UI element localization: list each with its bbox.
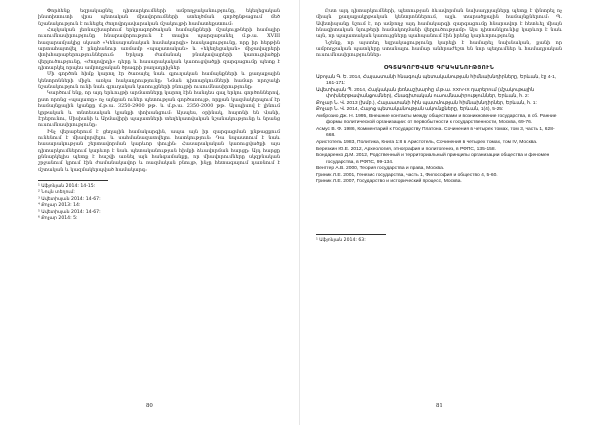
paragraph: Ինչ վերաբերում է ցեղային համակարգին, ապա այն իր զարգացման ընթացքում ունենում է միավորվելու և սահմանազատվելու հատկություն։ Դա նպաստում է նաև հասարակության շերտավորման կարևոր փուլին։ Հասարակական կառուցվածքի այս դիտարկումներում կարևոր է նաև պետականության հիմքի ձևավորման հարցը։ Այդ հարցը քննարկելիս պետք է հաշվի առնել այն հանգամանքը, որ միավորումները սկզբնական շրջանում կրում էին ժամանակավոր և ռազմական բնույթ, ինչը հետագայում դառնում է մշտական և կազմակերպված համակարգ։	[38, 128, 280, 173]
reference-item: Քոչար Ն. Վ. 2013 (խմբ.), Հայաստանի հին պատմության հիմնախնդիրներ, Երևան, հ. 1:	[316, 100, 537, 106]
paragraph: Ըստ այդ դիտարկումների, պետության ձևավորման նախադրյալները պետք է փնտրել ոչ միայն քաղաքակրթական կենտրոններում, այլև տարածքային համայնքներում։ Պ. Ավետիսյանը նշում է, որ ամբողջ այդ համակարգի զարգացումը հնարավոր է հետևել միայն հնագիտական նյութերի համակողմանի վերլուծությամբ։ Այս դիտանկյունից կարևոր է նաև այն, որ պալատական կառույցները պահպանում էին իրենց կարևորությունը	[316, 8, 562, 40]
footnote-divider	[316, 234, 386, 235]
paragraph: Հայկական լեռնաշխարհում երկրագործական համայնքների մշակույթների համալիր ուսումնասիրությունը հնարավորություն է տալիս պարզաբանել մ.թ.ա. XVIII հազարամյակից սկսած «Կենսաբանական համակարգի» հասկացությունը, որը իր հերթին արտահայտվել է ընդհանուր առմամբ «պալատական» և «եկեղեցական» միջավայրերի փոխհարաբերություններում։ Երկար ժամանակ բնակավայրերի կառուցվածքի վերլուծությունը, «ժողովրդի» դերը և հասարակական կառուցվածքի զարգացումը պետք է դիտարկել որպես ամբողջական ծրագրի բաղադրիչներ	[38, 27, 280, 72]
right-body-text	[316, 8, 562, 59]
paragraph: Կարծում ենք, որ այդ երևույթի արմատները կարող էին հանդես գալ երկու գործոններով, ըստ որոնց «պալատը» ոչ այնքան ուներ պետության գործառույթ, որքան կազմակերպում էր համայնքային կյանքը մ.թ.ա. 3250-2900 թթ. և մ.թ.ա. 2350-2000 թթ. Այսպիսով է լինում կրթական և տնտեսական կյանքի փոխանցում։ Այսպես, օրինակ, հայտնի են Վանի, Էրեբունու, Սիսիանի և Արմավիրի պալատների տեղեկատվական նշանակությունը և նրանց ուսումնասիրությունը։	[38, 90, 280, 129]
footnote: ⁵ Ավետիսյան 2014: 14-67:	[38, 209, 101, 215]
reference-item: Гриник Л.Е. 2007, Государство и исторический процесс, Москва.	[316, 179, 462, 185]
footnote: ⁶ Քոչար 2014: 5:	[38, 215, 78, 221]
footnote: ⁴ Քոչար 2013: 14:	[38, 203, 81, 209]
reference-list	[316, 75, 562, 186]
reference-item: Бондаренко Д.М. 2012, Родственный и территориальный принципы организации общества и феномен государства, в РФПС, 99-134.	[316, 153, 550, 165]
reference-item: Вентгер А.В. 2000, Теория государства и права, Москва.	[316, 166, 445, 172]
left-body-text	[38, 8, 280, 173]
page-number: 80	[146, 403, 153, 409]
footnote: ¹ Աֆյոնյան 2014: 14-15:	[38, 183, 96, 189]
reference-item: Աբոյան Գ. Ե. 2014, Հայաստանի հնագույն պետականության հիմնախնդիրները, Երևան, էջ 4-1, 161-171:	[316, 74, 557, 87]
paragraph: Փորձենք եզրակացնել դիտարկումների ամբողջականությունը, եկեղեցական ինստիտուտի վրա պետական միավորումների ստեղծման գործընթացում մեծ նշանակություն է ունեցել ժողովրդավարական մշակույթի համատեքստում։	[38, 8, 280, 27]
reference-item: Ավետիսյան Պ. 2014, Հայկական լեռնաշխարհը մ.թ.ա. XXIV-IX դարերում (մշակութային փոխներթափանցումներ), Հնագիտական ուսումնասիրություններ, Երևան, հ. 2:	[316, 87, 535, 100]
footnote: ² Նույն տեղում:	[38, 190, 75, 196]
references-heading: ՕԳՏԱԳՈՐԾՎԱԾ ԳՐԱԿԱՆՈՒԹՅՈՒՆ	[383, 64, 495, 71]
reference-item: Гриник Л.Е. 2001, Генезис государства, часть 1, Философия и общество 4, 5-60.	[316, 172, 498, 178]
footnote: ¹ Աֆյոնյան 2014: 63:	[316, 237, 366, 243]
footnote-divider	[38, 180, 108, 181]
reference-item: Քոչար Ն. Վ. 2014, Հայոց պետականության ակունքները, Երևան, 1(4), 5-25:	[316, 107, 504, 113]
reference-item: Амброзио Дж. Н. 1995, Внешние контакты между обществами и возникновение государства, в сб. Ранние формы политической организации: от первобытности к государственности, Москва, 69-76.	[316, 113, 557, 126]
page-number: 81	[436, 403, 443, 409]
paragraph: Նշենք, որ այստեղ եզրակացությունը կարելի է համարել նախնական, քանի որ ամբողջական պատկերը ստանալու համար անհրաժեշտ են նոր պեղումներ և համադրական ուսումնասիրություններ։	[316, 39, 562, 59]
reference-item: Асмус В. Ф. 1986, Комментарий к Государству Платона. Сочинения в четырех томах, том 3, часть 1, 628-668.	[316, 126, 555, 139]
left-footnotes	[38, 184, 280, 222]
reference-item: Аристотель 1983, Политика, Книга 1:8 в Аристотель, Сочинения в четырех томах, том IV, Москва.	[316, 139, 538, 145]
reference-item: Березкин Ю.Е. 2012, Археология, этнография и политогенез, в РФПС, 135-158.	[316, 146, 496, 152]
right-page	[300, 0, 600, 425]
right-footnotes	[316, 238, 562, 244]
paragraph: Մի գործոն հիմք կարող էր ծառայել նաև գյուղական համայնքների և քաղաքային կենտրոնների միջև առկա հակադրությունը։ Նման դիտարկումների համար որոշակի նշանակություն ունի նաև գյուղական կառույցների բնույթի ուսումնասիրությունը։	[38, 71, 280, 91]
footnote: ³ Ավետիսյան 2014: 14-67:	[38, 196, 101, 202]
